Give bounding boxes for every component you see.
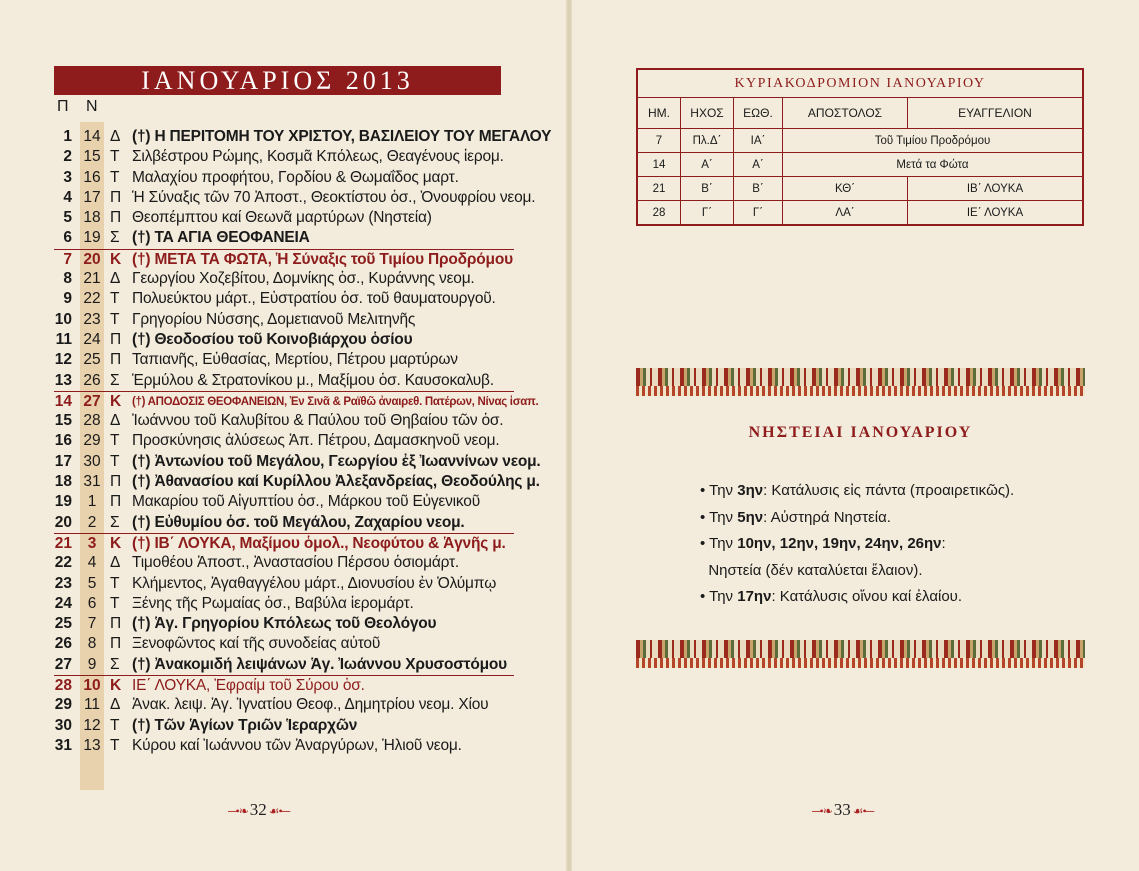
feast-text: Ξένης τῆς Ρωμαίας ὁσ., Βαβύλα ἱερομάρτ. xyxy=(132,594,414,612)
page-number-value: 32 xyxy=(249,800,267,819)
calendar-day-row xyxy=(54,533,514,553)
old-calendar-day: 3 xyxy=(87,534,97,552)
weekday-letter: Δ xyxy=(110,696,121,714)
day-number: 6 xyxy=(63,229,72,247)
calendar-day-row xyxy=(54,371,514,391)
table-header: ΗΜ. xyxy=(637,98,681,129)
book-gutter xyxy=(566,0,572,871)
calendar-day-row xyxy=(54,269,514,289)
old-calendar-day: 12 xyxy=(83,716,101,734)
day-number: 19 xyxy=(54,493,72,511)
feast-text: Τιμοθέου Ἀποστ., Ἀναστασίου Πέρσου ὁσιομάρτ. xyxy=(132,554,460,572)
weekday-letter: Τ xyxy=(110,594,120,612)
calendar-day-row xyxy=(54,695,514,715)
weekday-letter: Κ xyxy=(110,392,122,410)
day-number: 14 xyxy=(54,392,72,410)
cell-eothinon: Β΄ xyxy=(734,177,783,201)
month-title: ΙΑΝΟΥΑΡΙΟΣ 2013 xyxy=(54,66,501,95)
decorative-band-bottom xyxy=(636,640,1085,668)
day-number: 25 xyxy=(54,615,72,633)
old-calendar-day: 5 xyxy=(87,574,97,592)
cell-gospel: ΙΒ΄ ΛΟΥΚΑ xyxy=(908,177,1084,201)
feast-text: ΙΕ΄ ΛΟΥΚΑ, Ἐφραίμ τοῦ Σύρου ὁσ. xyxy=(132,677,365,695)
fast-bold-text: 3ην xyxy=(737,482,764,499)
feast-text: Πολυεύκτου μάρτ., Εὐστρατίου ὁσ. τοῦ θαυματουργοῦ. xyxy=(132,290,496,308)
feast-text: (†) Τῶν Ἁγίων Τριῶν Ἱεραρχῶν xyxy=(132,716,358,734)
day-number: 27 xyxy=(54,655,72,673)
weekday-letter: Τ xyxy=(110,290,120,308)
day-number: 21 xyxy=(54,534,72,552)
fast-pre-text: • Την xyxy=(700,588,738,605)
calendar-day-row xyxy=(54,472,540,492)
day-number: 24 xyxy=(54,594,72,612)
cell-tone: Γ΄ xyxy=(681,201,734,226)
table-header: ΕΩΘ. xyxy=(734,98,783,129)
fasts-title: ΝΗΣΤΕΙΑΙ ΙΑΝΟΥΑΡΙΟΥ xyxy=(748,424,973,441)
table-row xyxy=(637,201,1083,226)
column-header-old-calendar: Ν xyxy=(86,98,98,115)
calendar-day-row xyxy=(54,513,514,533)
weekday-letter: Σ xyxy=(110,655,120,673)
cell-day: 28 xyxy=(637,201,681,226)
old-calendar-day: 27 xyxy=(83,392,101,410)
feast-text: Κλήμεντος, Ἀγαθαγγέλου μάρτ., Διονυσίου ἐν Ὀλύμπῳ xyxy=(132,574,497,592)
feast-text: (†) ΑΠΟΔΟΣΙΣ ΘΕΟΦΑΝΕΙΩΝ, Ἐν Σινᾶ & Ραϊθῶ ἀναιρεθ. Πατέρων, Νίνας ἰσαπ. xyxy=(132,395,539,408)
old-calendar-day: 22 xyxy=(83,290,101,308)
fast-post-text: : xyxy=(941,535,946,552)
weekday-letter: Π xyxy=(110,473,122,491)
calendar-day-row xyxy=(54,634,514,654)
weekday-letter: Π xyxy=(110,615,122,633)
column-header-new-calendar: Π xyxy=(57,98,69,115)
feast-text: Ξενοφῶντος καί τῆς συνοδείας αὐτοῦ xyxy=(132,635,381,653)
old-calendar-day: 28 xyxy=(83,412,101,430)
calendar-day-row xyxy=(54,289,514,309)
day-number: 4 xyxy=(63,188,72,206)
weekday-letter: Τ xyxy=(110,168,120,186)
day-number: 17 xyxy=(54,452,72,470)
day-number: 8 xyxy=(63,270,72,288)
fast-bold-text: 10ην, 12ην, 19ην, 24ην, 26ην xyxy=(737,535,942,552)
table-header: ΕΥΑΓΓΕΛΙΟΝ xyxy=(908,98,1084,129)
day-number: 13 xyxy=(54,371,72,389)
old-calendar-day: 21 xyxy=(83,270,101,288)
old-calendar-day: 2 xyxy=(87,513,97,531)
fast-post-text: : Κατάλυσις οἴνου καί ἐλαίου. xyxy=(771,588,963,605)
day-number: 28 xyxy=(54,677,72,695)
ornament-icon: ─•❧ xyxy=(228,804,250,818)
weekday-letter: Κ xyxy=(110,534,122,552)
feast-text: Γρηγορίου Νύσσης, Δομετιανοῦ Μελιτηνῆς xyxy=(132,310,416,328)
old-calendar-day: 24 xyxy=(83,330,101,348)
old-calendar-day: 7 xyxy=(87,615,97,633)
feast-text: (†) Θεοδοσίου τοῦ Κοινοβιάρχου ὁσίου xyxy=(132,330,413,348)
fast-item xyxy=(700,505,1014,532)
weekday-letter: Δ xyxy=(110,554,121,572)
sunday-readings-table xyxy=(636,68,1084,226)
weekday-letter: Σ xyxy=(110,513,120,531)
weekday-letter: Τ xyxy=(110,432,120,450)
ornament-icon: ☙•─ xyxy=(850,804,874,818)
weekday-letter: Π xyxy=(110,188,122,206)
old-calendar-day: 18 xyxy=(83,209,101,227)
fast-item xyxy=(700,558,1014,585)
old-calendar-day: 16 xyxy=(83,168,101,186)
weekday-letter: Τ xyxy=(110,452,120,470)
weekday-letter: Κ xyxy=(110,677,122,695)
weekday-letter: Π xyxy=(110,351,122,369)
old-calendar-day: 17 xyxy=(83,188,101,206)
calendar-day-row xyxy=(54,594,514,614)
cell-eothinon: Α΄ xyxy=(734,153,783,177)
table-header: ΑΠΟΣΤΟΛΟΣ xyxy=(783,98,908,129)
old-calendar-day: 8 xyxy=(87,635,97,653)
weekday-letter: Δ xyxy=(110,412,121,430)
weekday-letter: Τ xyxy=(110,716,120,734)
day-number: 9 xyxy=(63,290,72,308)
feast-text: Ταπιανῆς, Εὐθασίας, Μερτίου, Πέτρου μαρτύρων xyxy=(132,351,458,369)
weekday-letter: Τ xyxy=(110,310,120,328)
feast-text: Γεωργίου Χοζεβίτου, Δομνίκης ὁσ., Κυράννης νεομ. xyxy=(132,270,475,288)
old-calendar-day: 11 xyxy=(83,696,101,714)
weekday-letter: Τ xyxy=(110,574,120,592)
calendar-day-row xyxy=(54,452,541,472)
day-number: 22 xyxy=(54,554,72,572)
day-number: 26 xyxy=(54,635,72,653)
old-calendar-day: 20 xyxy=(83,250,101,268)
day-number: 30 xyxy=(54,716,72,734)
feast-text: Ἡ Σύναξις τῶν 70 Ἀποστ., Θεοκτίστου ὁσ., Ὀνουφρίου νεομ. xyxy=(132,188,536,206)
calendar-day-row xyxy=(54,350,514,370)
calendar-day-row xyxy=(54,675,514,695)
feast-text: Μαλαχίου προφήτου, Γορδίου & Θωμαΐδος μαρτ. xyxy=(132,168,459,186)
fast-item xyxy=(700,584,1014,611)
weekday-letter: Δ xyxy=(110,270,121,288)
calendar-day-row xyxy=(54,228,514,248)
day-number: 5 xyxy=(63,209,72,227)
day-number: 2 xyxy=(63,148,72,166)
table-header: ΗΧΟΣ xyxy=(681,98,734,129)
calendar-day-row xyxy=(54,492,514,512)
feast-text: Προσκύνησις ἁλύσεως Ἀπ. Πέτρου, Δαμασκηνοῦ νεομ. xyxy=(132,432,500,450)
cell-eothinon: ΙΑ΄ xyxy=(734,129,783,153)
cell-day: 7 xyxy=(637,129,681,153)
day-number: 31 xyxy=(54,736,72,754)
old-calendar-day: 9 xyxy=(87,655,97,673)
table-row xyxy=(637,129,1083,153)
feast-text: (†) ΜΕΤΑ ΤΑ ΦΩΤΑ, Ἡ Σύναξις τοῦ Τιμίου Προδρόμου xyxy=(132,250,513,268)
fast-post-text: : Αὐστηρά Νηστεία. xyxy=(763,508,891,526)
weekday-letter: Π xyxy=(110,635,122,653)
weekday-letter: Π xyxy=(110,493,122,511)
fast-bold-text: 17ην xyxy=(737,588,772,605)
page-number-right xyxy=(812,800,873,820)
calendar-day-row xyxy=(54,391,539,411)
fast-pre-text: • Την xyxy=(700,482,738,499)
cell-tone: Πλ.Δ΄ xyxy=(681,129,734,153)
calendar-day-row xyxy=(54,310,514,330)
calendar-day-row xyxy=(54,553,514,573)
old-calendar-day: 10 xyxy=(83,677,101,695)
day-number: 15 xyxy=(54,412,72,430)
feast-text: Μακαρίου τοῦ Αἰγυπτίου ὁσ., Μάρκου τοῦ Εὐγενικοῦ xyxy=(132,493,480,511)
feast-text: Σιλβέστρου Ρώμης, Κοσμᾶ Κπόλεως, Θεαγένους ἱερομ. xyxy=(132,148,504,166)
table-title: ΚΥΡΙΑΚΟΔΡΟΜΙΟΝ ΙΑΝΟΥΑΡΙΟΥ xyxy=(637,69,1083,98)
weekday-letter: Τ xyxy=(110,736,120,754)
old-calendar-day: 25 xyxy=(83,351,101,369)
table-row xyxy=(637,177,1083,201)
weekday-letter: Κ xyxy=(110,250,122,268)
feast-text: Ἰωάννου τοῦ Καλυβίτου & Παύλου τοῦ Θηβαίου τῶν ὁσ. xyxy=(132,412,504,430)
fast-bold-text: 5ην xyxy=(737,508,764,526)
calendar-day-row xyxy=(54,188,536,208)
calendar-day-row xyxy=(54,716,514,736)
old-calendar-day: 19 xyxy=(83,229,101,247)
cell-gospel: ΙΕ΄ ΛΟΥΚΑ xyxy=(908,201,1084,226)
feast-text: (†) Η ΠΕΡΙΤΟΜΗ ΤΟΥ ΧΡΙΣΤΟΥ, ΒΑΣΙΛΕΙΟΥ ΤΟΥ ΜΕΓΑΛΟΥ xyxy=(132,128,552,145)
day-number: 12 xyxy=(54,351,72,369)
calendar-day-row xyxy=(54,411,514,431)
fast-pre-text: • Την xyxy=(700,535,738,552)
calendar-day-row xyxy=(54,655,514,675)
feast-text: (†) ΤΑ ΑΓΙΑ ΘΕΟΦΑΝΕΙΑ xyxy=(132,229,310,247)
calendar-day-row xyxy=(54,614,514,634)
day-number: 18 xyxy=(54,473,72,491)
weekday-letter: Τ xyxy=(110,148,120,166)
calendar-day-row xyxy=(54,431,514,451)
feast-text: (†) Ἀνακομιδή λειψάνων Ἁγ. Ἰωάννου Χρυσοστόμου xyxy=(132,655,507,673)
cell-day: 21 xyxy=(637,177,681,201)
day-number: 3 xyxy=(63,168,72,186)
decorative-band-top xyxy=(636,368,1085,396)
cell-day: 14 xyxy=(637,153,681,177)
feast-text: Θεοπέμπτου καί Θεωνᾶ μαρτύρων (Νηστεία) xyxy=(132,209,432,227)
calendar-day-row xyxy=(54,147,514,167)
fast-pre-text: • Την xyxy=(700,508,738,526)
cell-apostle: ΛΑ΄ xyxy=(783,201,908,226)
calendar-day-row xyxy=(54,208,514,228)
calendar-day-list xyxy=(54,127,552,756)
calendar-day-row xyxy=(54,168,514,188)
ornament-icon: ─•❧ xyxy=(812,804,834,818)
weekday-letter: Π xyxy=(110,330,122,348)
old-calendar-day: 30 xyxy=(83,452,101,470)
weekday-letter: Π xyxy=(110,209,122,227)
cell-tone: Β΄ xyxy=(681,177,734,201)
feast-text: (†) Ἀθανασίου καί Κυρίλλου Ἀλεξανδρείας, Θεοδούλης μ. xyxy=(132,473,540,491)
old-calendar-day: 13 xyxy=(83,736,101,754)
feast-text: (†) ΙΒ΄ ΛΟΥΚΑ, Μαξίμου ὁμολ., Νεοφύτου & Ἁγνῆς μ. xyxy=(132,534,506,552)
old-calendar-day: 6 xyxy=(87,594,97,612)
cell-apostle: ΚΘ΄ xyxy=(783,177,908,201)
weekday-letter: Σ xyxy=(110,229,120,247)
feast-text: Ἑρμύλου & Στρατονίκου μ., Μαξίμου ὁσ. Καυσοκαλυβ. xyxy=(132,371,494,389)
cell-tone: Α΄ xyxy=(681,153,734,177)
calendar-day-row xyxy=(54,736,514,756)
calendar-day-row xyxy=(54,127,552,147)
day-number: 11 xyxy=(55,330,72,348)
weekday-letter: Σ xyxy=(110,371,120,389)
fast-post-text: : Κατάλυσις εἰς πάντα (προαιρετικῶς). xyxy=(763,482,1015,499)
feast-text: Ἀνακ. λειψ. Ἁγ. Ἰγνατίου Θεοφ., Δημητρίου νεομ. Χίου xyxy=(132,696,489,714)
table-row xyxy=(637,153,1083,177)
day-number: 7 xyxy=(63,250,72,268)
fast-post-text: Νηστεία (δέν καταλύεται ἔλαιον). xyxy=(708,561,923,579)
old-calendar-day: 15 xyxy=(83,148,101,166)
calendar-day-row xyxy=(54,249,514,269)
old-calendar-day: 29 xyxy=(83,432,101,450)
cell-eothinon: Γ΄ xyxy=(734,201,783,226)
calendar-day-row xyxy=(54,574,514,594)
day-number: 16 xyxy=(54,432,72,450)
old-calendar-day: 23 xyxy=(83,310,101,328)
day-number: 29 xyxy=(54,696,72,714)
feast-text: (†) Εὐθυμίου ὁσ. τοῦ Μεγάλου, Ζαχαρίου νεομ. xyxy=(132,513,465,531)
day-number: 10 xyxy=(54,310,72,328)
old-calendar-day: 14 xyxy=(83,128,101,145)
feast-text: (†) Ἁγ. Γρηγορίου Κπόλεως τοῦ Θεολόγου xyxy=(132,615,437,633)
old-calendar-day: 4 xyxy=(87,554,97,572)
old-calendar-day: 1 xyxy=(87,493,97,511)
day-number: 1 xyxy=(63,128,72,145)
page-number-value: 33 xyxy=(833,800,851,819)
weekday-letter: Δ xyxy=(110,128,121,145)
day-number: 20 xyxy=(54,513,72,531)
cell-reading: Τοῦ Τιμίου Προδρόμου xyxy=(783,129,1084,153)
feast-text: (†) Ἀντωνίου τοῦ Μεγάλου, Γεωργίου ἐξ Ἰωαννίνων νεομ. xyxy=(132,452,541,470)
ornament-icon: ☙•─ xyxy=(266,804,290,818)
calendar-day-row xyxy=(54,330,514,350)
cell-reading: Μετά τα Φώτα xyxy=(783,153,1084,177)
fast-item xyxy=(700,478,1014,505)
fasts-list xyxy=(700,478,1014,611)
fast-item xyxy=(700,531,1014,558)
feast-text: Κύρου καί Ἰωάννου τῶν Ἀναργύρων, Ἡλιοῦ νεομ. xyxy=(132,736,462,754)
old-calendar-day: 26 xyxy=(83,371,101,389)
day-number: 23 xyxy=(54,574,72,592)
old-calendar-day: 31 xyxy=(83,473,101,491)
page-number-left xyxy=(228,800,289,820)
